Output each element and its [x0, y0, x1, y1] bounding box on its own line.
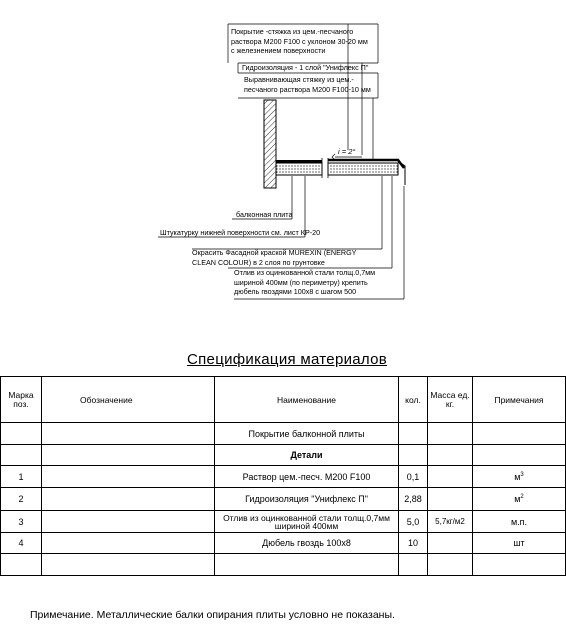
- header-qty: кол.: [399, 377, 428, 423]
- callout-line: шириной 400мм (по периметру) крепить: [234, 277, 368, 287]
- row-mass: [428, 533, 473, 554]
- subsection-row: [1, 445, 566, 466]
- callout-waterproofing: [242, 63, 368, 73]
- row-mass: [428, 488, 473, 511]
- row-mark: 1: [1, 466, 42, 488]
- row-note: [473, 488, 566, 511]
- callout-leveling-screed: [244, 75, 371, 94]
- row-designation: [42, 511, 215, 533]
- header-designation: Обозначение: [42, 377, 215, 423]
- callout-line: Покрытие -стяжка из цем.-песчаного: [231, 27, 354, 36]
- table-row: [1, 533, 566, 554]
- callout-paint: [192, 248, 356, 267]
- row-designation: [42, 466, 215, 488]
- slope-mark: [332, 147, 362, 160]
- row-note: м.п.: [473, 511, 566, 533]
- row-designation: [42, 533, 215, 554]
- table-row: [1, 488, 566, 511]
- row-name: Дюбель гвоздь 100х8: [215, 533, 399, 554]
- row-name: Раствор цем.-песч. М200 F100: [215, 466, 399, 488]
- spec-title: Спецификация материалов: [187, 351, 388, 368]
- row-mass: [428, 466, 473, 488]
- table-row-empty: [1, 554, 566, 576]
- row-mark: 3: [1, 511, 42, 533]
- row-qty: 0,1: [399, 466, 428, 488]
- callout-line: Окрасить Фасадной краской MUREXIN (ENERGY: [192, 248, 357, 257]
- row-mass: 5,7кг/м2: [428, 511, 473, 533]
- callout-line: с железнением поверхности: [231, 46, 326, 56]
- callout-line: CLEAN COLOUR) в 2 слоя по грунтовке: [192, 257, 325, 267]
- footnote: Примечание. Металлические балки опирания плиты условно не показаны.: [30, 609, 395, 621]
- wall: [264, 100, 276, 188]
- row-qty: 2,88: [399, 488, 428, 511]
- row-mark: 2: [1, 488, 42, 511]
- balcony-slab: [276, 158, 405, 185]
- row-designation: [42, 488, 215, 511]
- callout-line: Отлив из оцинкованной стали толщ.0,7мм: [234, 268, 376, 277]
- header-note: Примечания: [473, 377, 566, 423]
- slope-label: i = 2°: [338, 147, 356, 156]
- row-qty: 5,0: [399, 511, 428, 533]
- row-name: Гидроизоляция "Унифлекс П": [215, 488, 399, 511]
- table-header-row: [1, 377, 566, 423]
- callout-line: дюбель гвоздями 100х8 с шагом 500: [234, 287, 357, 297]
- spec-table: [0, 376, 566, 576]
- callout-line: балконная плита: [236, 210, 293, 219]
- callout-balcony-slab: [236, 210, 293, 220]
- unit-m2: $м^2$: [514, 494, 524, 504]
- callout-line: песчаного раствора М200 F100-10 мм: [244, 84, 371, 94]
- row-mark: 4: [1, 533, 42, 554]
- table-row: [1, 511, 566, 533]
- callout-plaster: [160, 228, 320, 238]
- section-title: Покрытие балконной плиты: [215, 423, 399, 445]
- row-qty: 10: [399, 533, 428, 554]
- callout-screed: [231, 27, 368, 56]
- callout-line: раствора М200 F100 с уклоном 30-20 мм: [231, 36, 368, 46]
- row-note: шт: [473, 533, 566, 554]
- header-name: Наименование: [215, 377, 399, 423]
- row-name: Отлив из оцинкованной стали толщ.0,7мм шириной 400мм: [215, 511, 399, 533]
- callout-drip-flashing: [234, 268, 375, 297]
- section-row: [1, 423, 566, 445]
- subsection-title: Детали: [215, 445, 399, 466]
- callout-line: Гидроизоляция - 1 слой "Унифлекс П": [242, 63, 369, 72]
- row-note: [473, 466, 566, 488]
- header-mass: Масса ед. кг.: [428, 377, 473, 423]
- table-row: [1, 466, 566, 488]
- callout-line: Выравнивающая стяжку из цем.-: [244, 75, 354, 84]
- header-mark: Марка поз.: [1, 377, 42, 423]
- unit-m3: $м^3$: [514, 471, 524, 482]
- callout-line: Штукатурку нижней поверхности см. лист КР-20: [160, 228, 321, 237]
